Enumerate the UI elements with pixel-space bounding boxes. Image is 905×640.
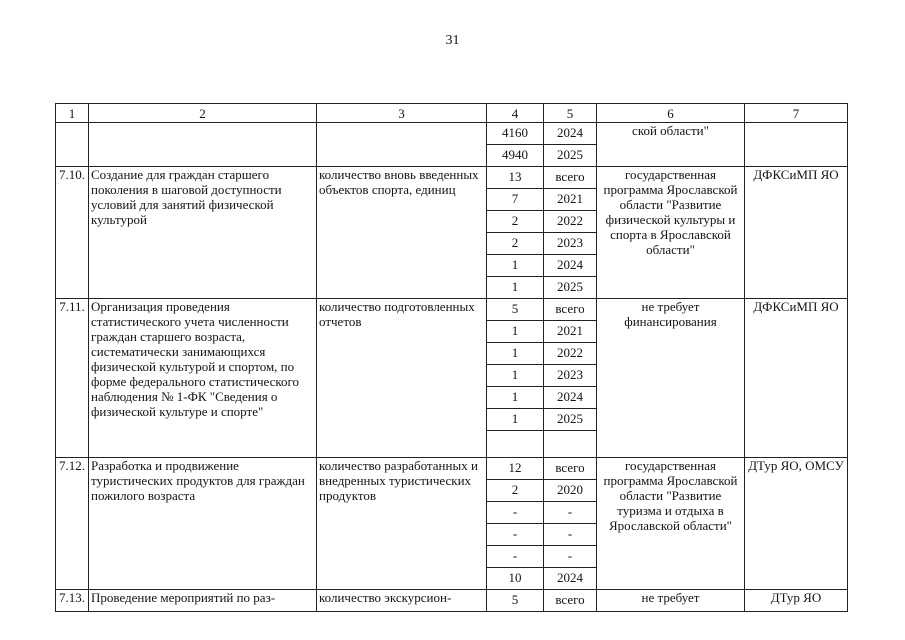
value-cell: - (487, 502, 544, 524)
value-cell: 1 (487, 255, 544, 277)
column-header: 5 (544, 104, 597, 123)
activities-table (55, 103, 848, 612)
row-number: 7.11. (56, 299, 89, 458)
value-cell: - (487, 524, 544, 546)
year-cell: всего (544, 458, 597, 480)
value-cell: 10 (487, 568, 544, 590)
column-header: 2 (89, 104, 317, 123)
year-cell: 2024 (544, 123, 597, 145)
row-number: 7.10. (56, 167, 89, 299)
year-cell: всего (544, 299, 597, 321)
executor-cell: ДФКСиМП ЯО (745, 299, 848, 458)
table-row (56, 590, 848, 612)
value-cell: 5 (487, 590, 544, 612)
table-row (56, 167, 848, 189)
value-cell: 7 (487, 189, 544, 211)
year-cell: 2022 (544, 211, 597, 233)
value-cell: 5 (487, 299, 544, 321)
value-cell: 1 (487, 277, 544, 299)
year-cell: 2021 (544, 321, 597, 343)
value-cell: 1 (487, 343, 544, 365)
year-cell: - (544, 502, 597, 524)
row-number: 7.13. (56, 590, 89, 612)
value-cell: 2 (487, 211, 544, 233)
indicator-cell: количество подготовленных отчетов (317, 299, 487, 458)
year-cell: 2025 (544, 409, 597, 431)
column-header: 3 (317, 104, 487, 123)
activity-cell: Проведение мероприятий по раз- (89, 590, 317, 612)
year-cell: 2024 (544, 568, 597, 590)
program-cell: ской области" (597, 123, 745, 167)
page-number: 31 (445, 33, 460, 48)
value-cell: 1 (487, 409, 544, 431)
value-cell: - (487, 546, 544, 568)
table-row (56, 299, 848, 321)
activity-cell: Разработка и продвижение туристических продуктов для граждан пожилого возраста (89, 458, 317, 590)
year-cell: 2023 (544, 233, 597, 255)
activity-cell: Организация проведения статистического учета численности граждан старшего возраста, систематически занимающихся физической культурой и спортом, по форме федерального статистического наблюдения № 1-ФК "Сведения о физической культуре и спорте" (89, 299, 317, 458)
column-header: 7 (745, 104, 848, 123)
table-row (56, 458, 848, 480)
year-cell: 2020 (544, 480, 597, 502)
value-cell: 12 (487, 458, 544, 480)
value-cell: 4160 (487, 123, 544, 145)
year-cell: 2021 (544, 189, 597, 211)
year-cell: всего (544, 590, 597, 612)
table-row (56, 123, 848, 145)
program-cell: государственная программа Ярославской области "Развитие физической культуры и спорта в Ярославской области" (597, 167, 745, 299)
value-cell: 1 (487, 321, 544, 343)
year-cell: 2025 (544, 145, 597, 167)
year-cell: - (544, 524, 597, 546)
column-header: 1 (56, 104, 89, 123)
year-cell: всего (544, 167, 597, 189)
indicator-cell: количество экскурсион- (317, 590, 487, 612)
year-cell: 2024 (544, 387, 597, 409)
executor-cell: ДФКСиМП ЯО (745, 167, 848, 299)
year-cell: 2022 (544, 343, 597, 365)
column-header: 6 (597, 104, 745, 123)
row-number: 7.12. (56, 458, 89, 590)
program-cell: не требует финансирования (597, 299, 745, 458)
value-cell: 2 (487, 233, 544, 255)
executor-cell: ДТур ЯО (745, 590, 848, 612)
value-cell: 1 (487, 387, 544, 409)
year-cell: - (544, 546, 597, 568)
program-cell: государственная программа Ярославской области "Развитие туризма и отдыха в Ярославской области" (597, 458, 745, 590)
value-cell: 2 (487, 480, 544, 502)
executor-cell: ДТур ЯО, ОМСУ (745, 458, 848, 590)
indicator-cell: количество вновь введенных объектов спорта, единиц (317, 167, 487, 299)
indicator-cell: количество разработанных и внедренных туристических продуктов (317, 458, 487, 590)
year-cell: 2023 (544, 365, 597, 387)
year-cell: 2024 (544, 255, 597, 277)
column-number-row (56, 104, 848, 123)
value-cell: 4940 (487, 145, 544, 167)
year-cell: 2025 (544, 277, 597, 299)
column-header: 4 (487, 104, 544, 123)
program-cell: не требует (597, 590, 745, 612)
value-cell: 13 (487, 167, 544, 189)
activity-cell: Создание для граждан старшего поколения в шаговой доступности условий для занятий физической культурой (89, 167, 317, 299)
value-cell: 1 (487, 365, 544, 387)
